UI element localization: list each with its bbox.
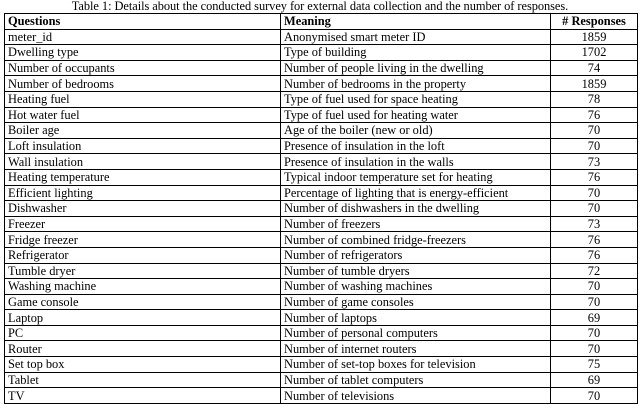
question-cell: meter_id xyxy=(5,29,281,45)
meaning-cell: Presence of insulation in the walls xyxy=(281,154,551,170)
meaning-cell: Number of combined fridge-freezers xyxy=(281,232,551,248)
table-row xyxy=(5,388,638,404)
meaning-cell: Number of dishwashers in the dwelling xyxy=(281,201,551,217)
question-cell: TV xyxy=(5,388,281,404)
question-cell: Set top box xyxy=(5,357,281,373)
meaning-cell: Number of televisions xyxy=(281,388,551,404)
responses-cell: 70 xyxy=(551,185,638,201)
meaning-cell: Type of building xyxy=(281,45,551,61)
table-row xyxy=(5,91,638,107)
responses-cell: 70 xyxy=(551,388,638,404)
responses-cell: 76 xyxy=(551,107,638,123)
meaning-cell: Typical indoor temperature set for heating xyxy=(281,169,551,185)
responses-cell: 70 xyxy=(551,123,638,139)
responses-cell: 69 xyxy=(551,372,638,388)
table-row xyxy=(5,263,638,279)
responses-cell: 78 xyxy=(551,91,638,107)
meaning-cell: Number of set-top boxes for television xyxy=(281,357,551,373)
meaning-cell: Number of tablet computers xyxy=(281,372,551,388)
responses-cell: 70 xyxy=(551,325,638,341)
meaning-cell: Type of fuel used for heating water xyxy=(281,107,551,123)
table-row xyxy=(5,216,638,232)
responses-cell: 76 xyxy=(551,232,638,248)
responses-cell: 73 xyxy=(551,154,638,170)
table-row xyxy=(5,45,638,61)
responses-cell: 70 xyxy=(551,201,638,217)
table-row xyxy=(5,372,638,388)
table-row xyxy=(5,357,638,373)
meaning-cell: Number of freezers xyxy=(281,216,551,232)
table-row xyxy=(5,107,638,123)
responses-cell: 1702 xyxy=(551,45,638,61)
table-row xyxy=(5,154,638,170)
question-cell: Tumble dryer xyxy=(5,263,281,279)
responses-cell: 75 xyxy=(551,357,638,373)
question-cell: Dwelling type xyxy=(5,45,281,61)
table-body xyxy=(5,29,638,403)
survey-table xyxy=(4,13,638,404)
responses-cell: 69 xyxy=(551,310,638,326)
question-cell: Heating fuel xyxy=(5,91,281,107)
responses-cell: 76 xyxy=(551,247,638,263)
responses-cell: 74 xyxy=(551,60,638,76)
table-caption: Table 1: Details about the conducted survey for external data collection and the number of responses. xyxy=(71,0,569,13)
table-row xyxy=(5,325,638,341)
responses-cell: 1859 xyxy=(551,76,638,92)
meaning-cell: Number of tumble dryers xyxy=(281,263,551,279)
table-row xyxy=(5,138,638,154)
meaning-cell: Anonymised smart meter ID xyxy=(281,29,551,45)
table-row xyxy=(5,310,638,326)
responses-cell: 70 xyxy=(551,279,638,295)
table-row xyxy=(5,123,638,139)
table-row xyxy=(5,60,638,76)
question-cell: Router xyxy=(5,341,281,357)
meaning-cell: Number of people living in the dwelling xyxy=(281,60,551,76)
question-cell: Wall insulation xyxy=(5,154,281,170)
meaning-cell: Number of personal computers xyxy=(281,325,551,341)
responses-cell: 70 xyxy=(551,138,638,154)
meaning-cell: Number of laptops xyxy=(281,310,551,326)
question-cell: PC xyxy=(5,325,281,341)
question-cell: Heating temperature xyxy=(5,169,281,185)
question-cell: Loft insulation xyxy=(5,138,281,154)
question-cell: Refrigerator xyxy=(5,247,281,263)
responses-cell: 70 xyxy=(551,341,638,357)
meaning-cell: Type of fuel used for space heating xyxy=(281,91,551,107)
meaning-cell: Number of bedrooms in the property xyxy=(281,76,551,92)
question-cell: Laptop xyxy=(5,310,281,326)
responses-cell: 70 xyxy=(551,294,638,310)
table-row xyxy=(5,185,638,201)
table-row xyxy=(5,201,638,217)
question-cell: Hot water fuel xyxy=(5,107,281,123)
header-meaning: Meaning xyxy=(281,14,551,30)
meaning-cell: Number of game consoles xyxy=(281,294,551,310)
question-cell: Dishwasher xyxy=(5,201,281,217)
meaning-cell: Number of refrigerators xyxy=(281,247,551,263)
table-header-row xyxy=(5,14,638,30)
table-row xyxy=(5,76,638,92)
question-cell: Fridge freezer xyxy=(5,232,281,248)
question-cell: Boiler age xyxy=(5,123,281,139)
table-row xyxy=(5,29,638,45)
meaning-cell: Percentage of lighting that is energy-efficient xyxy=(281,185,551,201)
table-row xyxy=(5,232,638,248)
question-cell: Freezer xyxy=(5,216,281,232)
table-row xyxy=(5,247,638,263)
table-row xyxy=(5,341,638,357)
table-row xyxy=(5,169,638,185)
table-row xyxy=(5,279,638,295)
responses-cell: 76 xyxy=(551,169,638,185)
meaning-cell: Presence of insulation in the loft xyxy=(281,138,551,154)
meaning-cell: Age of the boiler (new or old) xyxy=(281,123,551,139)
question-cell: Number of bedrooms xyxy=(5,76,281,92)
table-row xyxy=(5,294,638,310)
header-questions: Questions xyxy=(5,14,281,30)
header-responses: # Responses xyxy=(551,14,638,30)
meaning-cell: Number of internet routers xyxy=(281,341,551,357)
responses-cell: 72 xyxy=(551,263,638,279)
question-cell: Game console xyxy=(5,294,281,310)
responses-cell: 1859 xyxy=(551,29,638,45)
question-cell: Efficient lighting xyxy=(5,185,281,201)
question-cell: Number of occupants xyxy=(5,60,281,76)
meaning-cell: Number of washing machines xyxy=(281,279,551,295)
responses-cell: 73 xyxy=(551,216,638,232)
question-cell: Tablet xyxy=(5,372,281,388)
question-cell: Washing machine xyxy=(5,279,281,295)
